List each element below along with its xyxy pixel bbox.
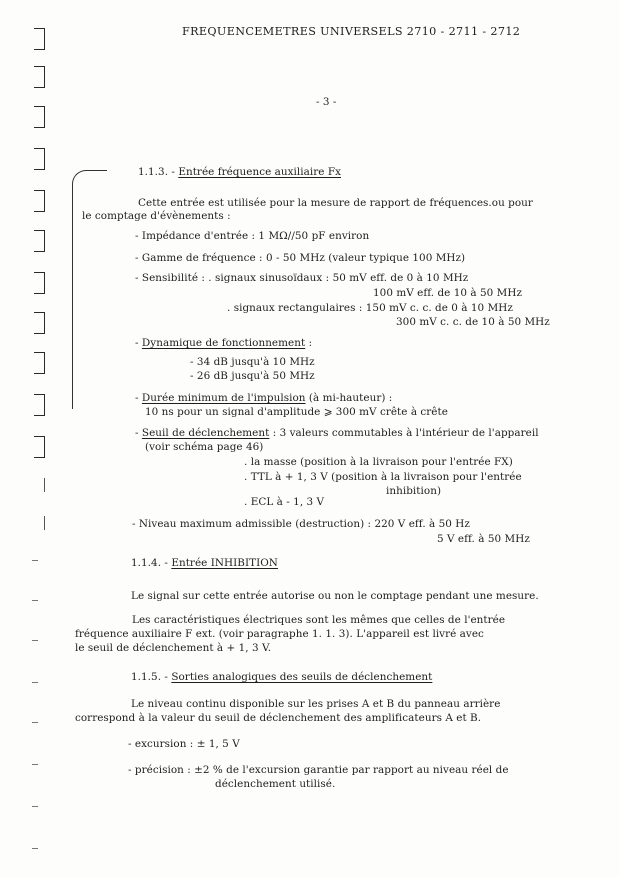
margin-tick xyxy=(32,560,38,561)
binder-mark xyxy=(34,312,45,334)
margin-tick xyxy=(32,600,38,601)
handwritten-bracket xyxy=(72,170,107,409)
spec-precision: - précision : ±2 % de l'excursion garantie par rapport au niveau réel de xyxy=(128,764,509,776)
spec-threshold-line: . TTL à + 1, 3 V (position à la livraison pour l'entrée xyxy=(244,471,522,483)
spec-sensitivity-line: 300 mV c. c. de 10 à 50 MHz xyxy=(396,316,550,328)
section-heading-1-1-4 xyxy=(131,557,278,569)
subheading-rest: : 3 valeurs commutables à l'intérieur de l'appareil xyxy=(269,427,539,439)
spec-dynamic-line: - 26 dB jusqu'à 50 MHz xyxy=(190,370,315,382)
margin-tick xyxy=(32,722,38,723)
binder-mark xyxy=(34,106,45,128)
spec-precision-line: déclenchement utilisé. xyxy=(215,778,336,790)
subheading-rest: (à mi-hauteur) : xyxy=(305,392,393,404)
margin-tick xyxy=(32,806,38,807)
spec-excursion: - excursion : ± 1, 5 V xyxy=(128,738,240,750)
dash: - xyxy=(135,392,142,404)
section-number: 1.1.5. - xyxy=(131,671,168,683)
page-number: - 3 - xyxy=(316,96,337,108)
subheading: Durée minimum de l'impulsion xyxy=(141,392,306,404)
section-title: Sorties analogiques des seuils de déclenchement xyxy=(171,671,433,683)
binder-mark xyxy=(34,478,45,492)
spec-sensitivity: - Sensibilité : . signaux sinusoïdaux : 50 mV eff. de 0 à 10 MHz xyxy=(135,272,469,284)
section-number: 1.1.3. - xyxy=(138,166,175,178)
paragraph-line: le comptage d'évènements : xyxy=(82,210,231,222)
section-title: Entrée fréquence auxiliaire Fx xyxy=(178,166,341,178)
binder-mark xyxy=(34,28,45,50)
dash: - xyxy=(135,427,142,439)
binder-mark xyxy=(34,394,45,416)
spec-pulse-heading xyxy=(135,392,392,404)
spec-pulse-line: 10 ns pour un signal d'amplitude ⩾ 300 mV crête à crête xyxy=(145,406,448,418)
spec-sensitivity-line: 100 mV eff. de 10 à 50 MHz xyxy=(373,287,522,299)
paragraph-line: correspond à la valeur du seuil de déclenchement des amplificateurs A et B. xyxy=(75,712,482,724)
colon: : xyxy=(305,337,313,349)
binder-mark xyxy=(34,66,45,88)
paragraph-line: Le niveau continu disponible sur les prises A et B du panneau arrière xyxy=(131,698,501,710)
spec-threshold-heading xyxy=(135,427,539,439)
binder-mark xyxy=(34,190,45,212)
paragraph-line: Le signal sur cette entrée autorise ou non le comptage pendant une mesure. xyxy=(131,590,539,602)
paragraph-line: Les caractéristiques électriques sont les mêmes que celles de l'entrée xyxy=(132,614,506,626)
binder-mark xyxy=(34,436,45,458)
spec-max-level: - Niveau maximum admissible (destruction) : 220 V eff. à 50 Hz xyxy=(132,518,470,530)
binder-mark xyxy=(34,230,45,252)
binder-mark xyxy=(34,272,45,294)
paragraph-line: le seuil de déclenchement à + 1, 3 V. xyxy=(75,642,272,654)
subheading: Seuil de déclenchement xyxy=(141,427,270,439)
spec-sensitivity-line: . signaux rectangulaires : 150 mV c. c. de 0 à 10 MHz xyxy=(227,302,513,314)
section-heading-1-1-5 xyxy=(131,671,432,683)
spec-threshold-line: . la masse (position à la livraison pour l'entrée FX) xyxy=(244,456,513,468)
section-number: 1.1.4. - xyxy=(131,557,168,569)
subheading: Dynamique de fonctionnement xyxy=(141,337,306,349)
binder-mark xyxy=(34,352,45,374)
binder-mark xyxy=(34,148,45,170)
dash: - xyxy=(135,337,142,349)
spec-threshold-line: (voir schéma page 46) xyxy=(145,441,264,453)
section-heading-1-1-3 xyxy=(138,166,341,178)
spec-threshold-line: inhibition) xyxy=(386,485,442,497)
spec-threshold-line: . ECL à - 1, 3 V xyxy=(244,496,325,508)
paragraph-line: fréquence auxiliaire F ext. (voir paragraphe 1. 1. 3). L'appareil est livré avec xyxy=(75,628,484,640)
spec-dynamic-line: - 34 dB jusqu'à 10 MHz xyxy=(190,356,315,368)
spec-frequency-range: - Gamme de fréquence : 0 - 50 MHz (valeur typique 100 MHz) xyxy=(135,252,466,264)
margin-tick xyxy=(32,764,38,765)
document-header: FREQUENCEMETRES UNIVERSELS 2710 - 2711 - 2712 xyxy=(182,25,521,38)
spec-impedance: - Impédance d'entrée : 1 MΩ//50 pF environ xyxy=(135,230,370,242)
margin-tick xyxy=(32,848,38,849)
section-title: Entrée INHIBITION xyxy=(171,557,278,569)
spec-dynamic-heading xyxy=(135,337,312,349)
margin-tick xyxy=(32,640,38,641)
spec-max-level-line: 5 V eff. à 50 MHz xyxy=(437,533,530,545)
paragraph-line: Cette entrée est utilisée pour la mesure de rapport de fréquences.ou pour xyxy=(138,197,533,209)
binder-mark xyxy=(34,516,45,530)
margin-tick xyxy=(32,682,38,683)
